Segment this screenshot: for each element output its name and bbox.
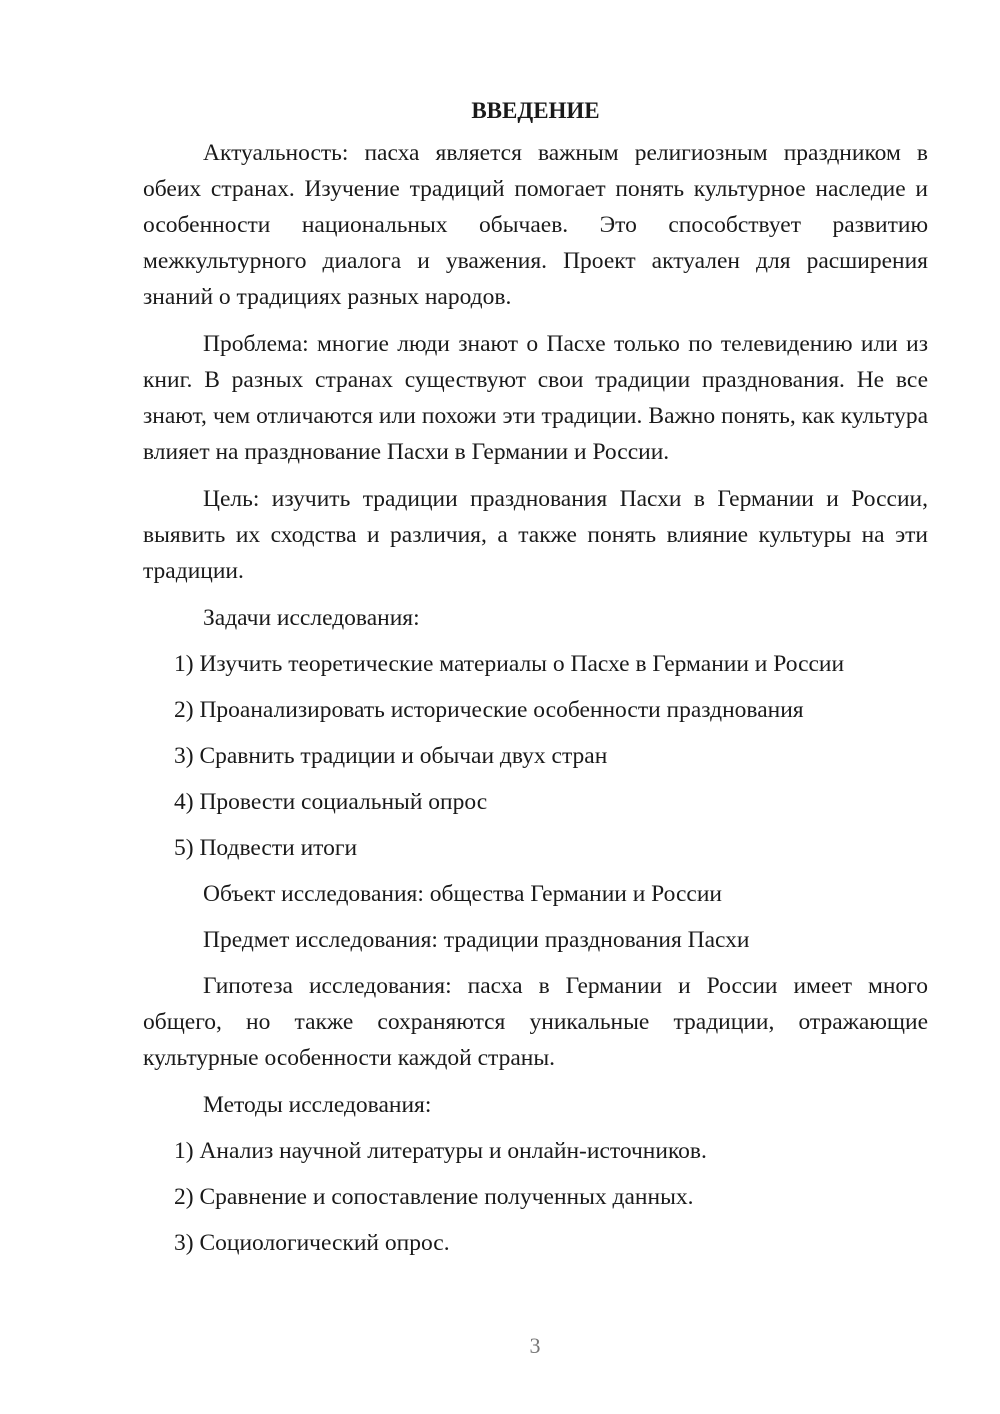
relevance-paragraph: Актуальность: пасха является важным религиозным праздником в обеих странах. Изучение традиций помогает понять культурное наследие и особенности национальных обычаев. Это способствует развитию межкультурного диалога и уважения. Проект актуален для расширения знаний о традициях разных народов. — [143, 140, 928, 310]
task-item: 5) Подвести итоги — [174, 835, 358, 861]
research-object: Объект исследования: общества Германии и России — [203, 881, 723, 907]
methods-heading: Методы исследования: — [203, 1092, 432, 1118]
research-subject: Предмет исследования: традиции празднования Пасхи — [203, 927, 750, 953]
task-item: 1) Изучить теоретические материалы о Пасхе в Германии и России — [174, 651, 845, 677]
goal-paragraph: Цель: изучить традиции празднования Пасхи в Германии и России, выявить их сходства и различия, а также понять влияние культуры на эти традиции. — [143, 486, 928, 584]
hypothesis-paragraph: Гипотеза исследования: пасха в Германии и России имеет много общего, но также сохраняются уникальные традиции, отражающие культурные особенности каждой страны. — [143, 973, 928, 1071]
problem-paragraph: Проблема: многие люди знают о Пасхе только по телевидению или из книг. В разных странах существуют свои традиции празднования. Не все знают, чем отличаются или похожи эти традиции. Важно понять, как культура влияет на празднование Пасхи в Германии и России. — [143, 331, 928, 465]
task-item: 3) Сравнить традиции и обычаи двух стран — [174, 743, 608, 769]
method-item: 3) Социологический опрос. — [174, 1230, 450, 1256]
tasks-heading: Задачи исследования: — [203, 605, 420, 631]
page-number: 3 — [529, 1333, 541, 1358]
task-item: 4) Провести социальный опрос — [174, 789, 488, 815]
method-item: 2) Сравнение и сопоставление полученных данных. — [174, 1184, 694, 1210]
section-title: ВВЕДЕНИЕ — [471, 98, 600, 123]
method-item: 1) Анализ научной литературы и онлайн-источников. — [174, 1138, 707, 1164]
page-content — [143, 95, 928, 1271]
task-item: 2) Проанализировать исторические особенности празднования — [174, 697, 804, 723]
